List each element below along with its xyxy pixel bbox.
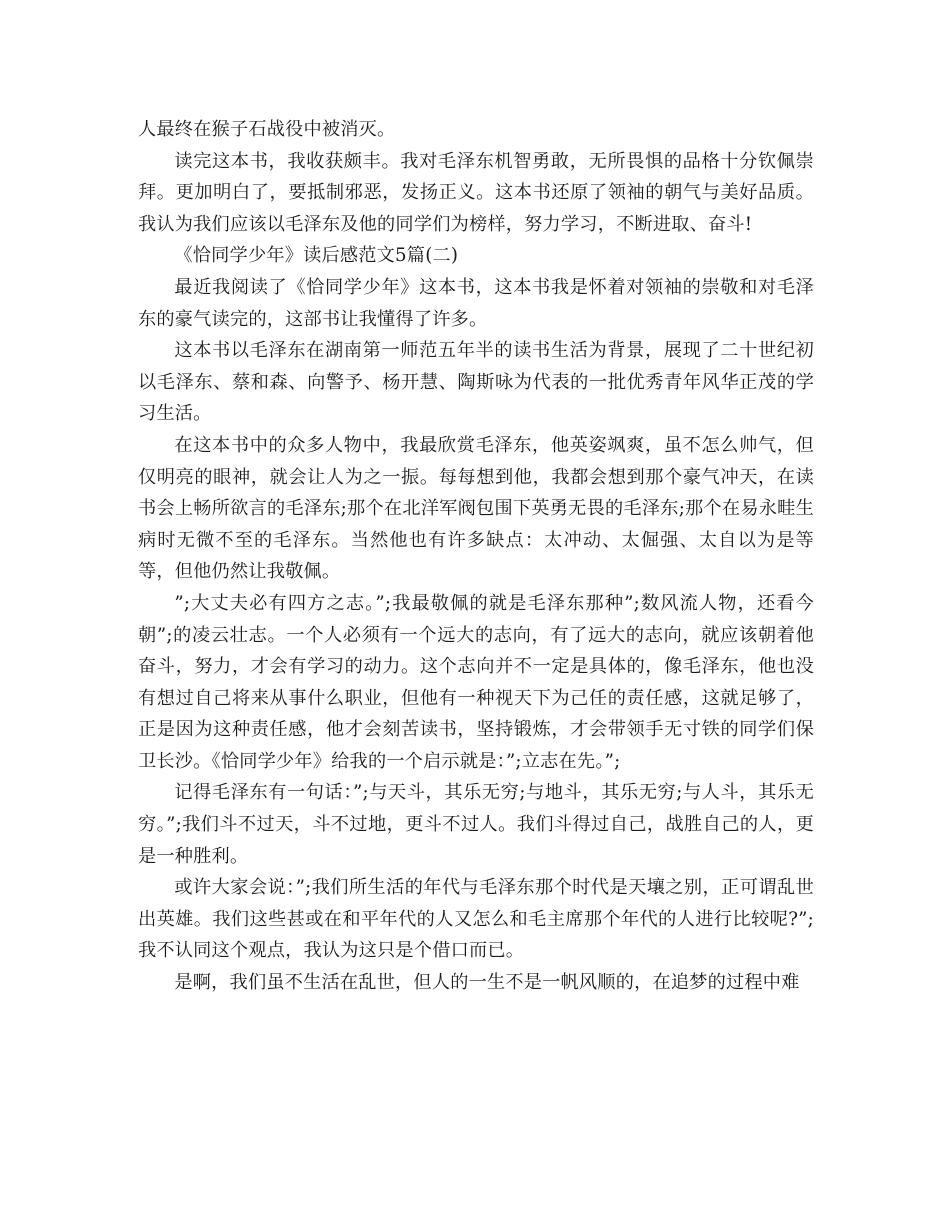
paragraph-1: 人最终在猴子石战役中被消灭。: [138, 119, 396, 140]
paragraph-9: 是啊，我们虽不生活在乱世，但人的一生不是一帆风顺的，在追梦的过程中难: [174, 972, 800, 994]
section-heading: 《恰同学少年》读后感范文5篇(二): [174, 245, 459, 267]
paragraph-2: 读完这本书，我收获颇丰。我对毛泽东机智勇敢，无所畏惧的品格十分钦佩崇拜。更加明白了，要抵制邪恶，发扬正义。这本书还原了领袖的朝气与美好品质。我认为我们应该以毛泽东及他的同学们为榜样，努力学习，不断进取、奋斗!: [138, 150, 814, 235]
paragraph-6: ”;大丈夫必有四方之志。”;我最敬佩的就是毛泽东那种”;数风流人物，还看今朝”;的凌云壮志。一个人必须有一个远大的志向，有了远大的志向，就应该朝着他奋斗，努力，才会有学习的动力。这个志向并不一定是具体的，像毛泽东，他也没有想过自己将来从事什么职业，但他有一种视天下为己任的责任感，这就足够了，正是因为这种责任感，他才会刻苦读书，坚持锻炼，才会带领手无寸铁的同学们保卫长沙。《恰同学少年》给我的一个启示就是：”;立志在先。”;: [138, 592, 814, 772]
paragraph-5: 在这本书中的众多人物中，我最欣赏毛泽东，他英姿飒爽，虽不怎么帅气，但仅明亮的眼神，就会让人为之一振。每每想到他，我都会想到那个豪气冲天，在读书会上畅所欲言的毛泽东;那个在北洋军阀包围下英勇无畏的毛泽东;那个在易永畦生病时无微不至的毛泽东。当然他也有许多缺点：太冲动、太倔强、太自以为是等等，但他仍然让我敬佩。: [138, 434, 814, 583]
paragraph-3: 最近我阅读了《恰同学少年》这本书，这本书我是怀着对领袖的崇敬和对毛泽东的豪气读完的，这部书让我懂得了许多。: [138, 276, 814, 330]
paragraph-4: 这本书以毛泽东在湖南第一师范五年半的读书生活为背景，展现了二十世纪初以毛泽东、蔡和森、向警予、杨开慧、陶斯咏为代表的一批优秀青年风华正茂的学习生活。: [138, 340, 814, 425]
paragraph-7: 记得毛泽东有一句话：”;与天斗，其乐无穷;与地斗，其乐无穷;与人斗，其乐无穷。”;我们斗不过天，斗不过地，更斗不过人。我们斗得过自己，战胜自己的人，更是一种胜利。: [138, 782, 814, 867]
paragraph-8: 或许大家会说：”;我们所生活的年代与毛泽东那个时代是天壤之别，正可谓乱世出英雄。我们这些甚或在和平年代的人又怎么和毛主席那个年代的人进行比较呢?”;我不认同这个观点，我认为这只是个借口而已。: [138, 877, 814, 962]
document-body: [138, 114, 814, 999]
